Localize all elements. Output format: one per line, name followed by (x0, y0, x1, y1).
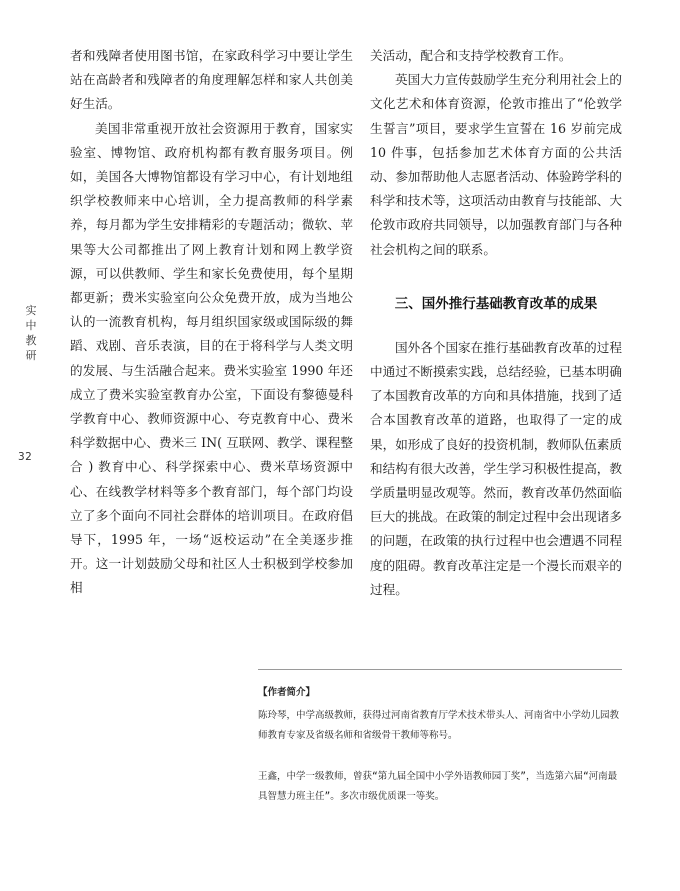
paragraph: 国外各个国家在推行基础教育改革的过程中通过不断摸索实践，总结经验，已基本明确了本国教育改革的方向和具体措施，找到了适合本国教育改革的道路，也取得了一定的成果，如形成了良好的投资机制，教师队伍素质和结构有很大改善，学生学习积极性提高，教学质量明显改观等。然而，教育改革仍然面临巨大的挑战。在政策的制定过程中会出现诸多的问题，在政策的执行过程中也会遭遇不同程度的阻碍。教育改革注定是一个漫长而艰辛的过程。 (370, 339, 622, 597)
author-bio (258, 683, 622, 808)
right-text-column (370, 44, 622, 602)
bio-divider (258, 669, 622, 670)
paragraph: 关活动，配合和支持学校教育工作。 (370, 48, 572, 63)
author-bio-heading: 【作者简介】 (258, 687, 316, 698)
section-heading: 三、国外推行基础教育改革的成果 (394, 295, 598, 312)
paragraph: 者和残障者使用图书馆，在家政科学习中要让学生站在高龄者和残障者的角度理解怎样和家人共创美好生活。 (70, 48, 353, 112)
author-bio-entry: 陈玲琴，中学高级教师，获得过河南省教育厅学术技术带头人、河南省中小学幼儿园教师教育专家及省级名师和省级骨干教师等称号。 (258, 709, 620, 741)
journal-title-vertical (22, 303, 40, 363)
journal-title-char: 教 (25, 334, 37, 347)
journal-title-char: 实 (25, 304, 37, 317)
author-bio-entry: 王鑫，中学一级教师，曾获“第九届全国中小学外语教师园丁奖”，当选第六届“河南最具智慧力班主任”。多次市级优质课一等奖。 (258, 770, 618, 802)
paragraph: 美国非常重视开放社会资源用于教育，国家实验室、博物馆、政府机构都有教育服务项目。例如，美国各大博物馆都设有学习中心，有计划地组织学校教师来中心培训，全力提高教师的科学素养，每月都为学生安排精彩的专题活动；微软、苹果等大公司都推出了网上教育计划和网上教学资源，可以供教师、学生和家长免费使用，每个星期都更新；费米实验室向公众免费开放，成为当地公认的一流教育机构，每月组织国家级或国际级的舞蹈、戏剧、音乐表演，目的在于将科学与人类文明的发展、与生活融合起来。费米实验室 1990 年还成立了费米实验室教育办公室，下面设有黎德曼科学教育中心、教师资源中心、夸克教育中心、费米科学数据中心、费米三 IN( 互联网、教学、课程整合 ) 教育中心、科学探索中心、费米草场资源中心、在线教学材料等多个教育部门，每个部门均设立了多个面向不同社会群体的培训项目。在政府倡导下，1995 年，一场“返校运动”在全美逐步推开。这一计划鼓励父母和社区人士积极到学校参加相 (70, 120, 353, 596)
left-text-column (70, 44, 353, 601)
page-number: 32 (18, 451, 33, 463)
paragraph: 英国大力宣传鼓励学生充分利用社会上的文化艺术和体育资源，伦敦市推出了“伦敦学生誓言”项目，要求学生宣誓在 16 岁前完成 10 件事，包括参加艺术体育方面的公共活动、参加帮助他人志愿者活动、体验跨学科的科学和技术等，这项活动由教育与技能部、大伦敦市政府共同领导，以加强教育部门与各种社会机构之间的联系。 (370, 72, 622, 257)
journal-title-char: 中 (25, 319, 37, 332)
journal-title-char: 研 (25, 349, 37, 362)
